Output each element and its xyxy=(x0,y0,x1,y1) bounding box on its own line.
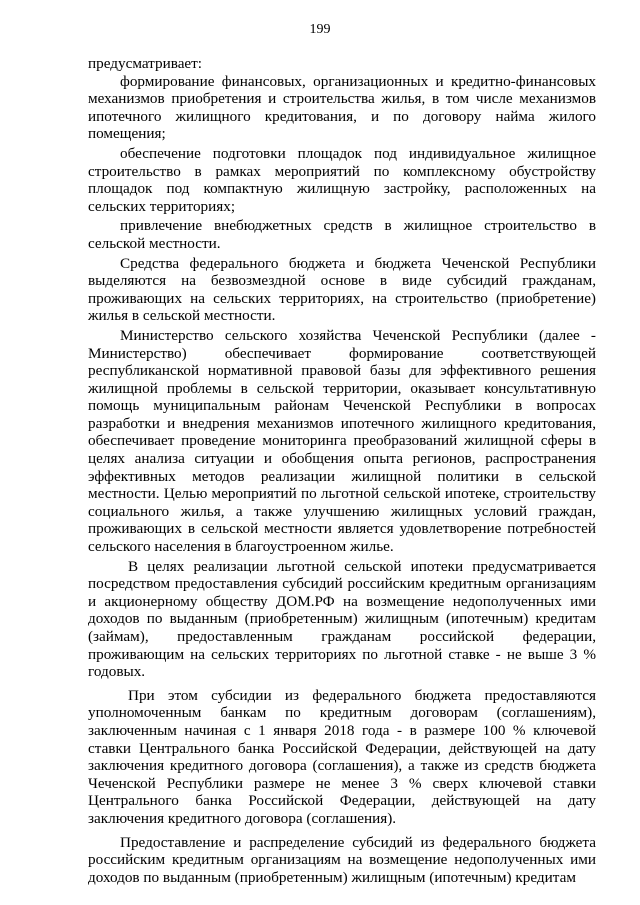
paragraph-intro: предусматривает: xyxy=(88,55,203,72)
paragraph-budget-funds: Средства федерального бюджета и бюджета Чеченской Республики выделяются на безвозмездной основе в виде субсидий гражданам, проживающих на сельских территориях, на строительство (приобретение) жилья в сельской местности. xyxy=(88,254,596,325)
paragraph-mortgage: В целях реализации льготной сельской ипотеки предусматривается посредством предоставления субсидий российским кредитным организациям и акционерному обществу ДОМ.РФ на возмещение недополученных ими доходов по выданным (приобретенным) жилищным (ипотечным) кредитам (займам), предоставленным гражданам российской федерации, проживающим на сельских территориях по льготной ставке - не выше 3 % годовых. xyxy=(88,557,596,681)
page-number: 199 xyxy=(309,22,331,37)
document-body xyxy=(88,55,596,886)
paragraph-list-item-sites: обеспечение подготовки площадок под индивидуальное жилищное строительство в рамках мероприятий по комплексному обустройству площадок под компактную жилищную застройку, расположенных на сельских территориях; xyxy=(88,144,596,215)
paragraph-subsidies-distribution: Предоставление и распределение субсидий из федерального бюджета российским кредитным организациям на возмещение недополученных ими доходов по выданным (приобретенным) жилищным (ипотечным) кредитам xyxy=(88,833,596,886)
paragraph-subsidies-terms: При этом субсидии из федерального бюджета предоставляются уполномоченным банкам по кредитным договорам (соглашениям), заключенным начиная с 1 января 2018 года - в размере 100 % ключевой ставки Центрального банка Российской Федерации, действующей на дату заключения кредитного договора (соглашения), а также из средств бюджета Чеченской Республики размере не менее 3 % сверх ключевой ставки Центрального банка Российской Федерации, действующей на дату заключения кредитного договора (соглашения). xyxy=(88,686,596,827)
paragraph-list-item-financing: формирование финансовых, организационных и кредитно-финансовых механизмов приобретения и строительства жилья, в том числе механизмов ипотечного жилищного кредитования, и по договору найма жилого помещения; xyxy=(88,72,596,143)
paragraph-list-item-offbudget: привлечение внебюджетных средств в жилищное строительство в сельской местности. xyxy=(88,217,596,252)
paragraph-ministry: Министерство сельского хозяйства Чеченской Республики (далее - Министерство) обеспечивает формирование соответствующей республиканской нормативной правовой базы для эффективного решения жилищной проблемы в сельской территории, оказывает консультативную помощь муниципальным районам Чеченской Республики в вопросах разработки и внедрения механизмов ипотечного жилищного кредитования, обеспечивает проведение мониторинга преобразований жилищной сферы в целях анализа ситуации и обобщения опыта регионов, распространения эффективных методов реализации жилищной политики в сельской местности. Целью мероприятий по льготной сельской ипотеке, строительству социального жилья, а также улучшению жилищных условий граждан, проживающих в сельской местности является удовлетворение потребностей сельского населения в благоустроенном жилье. xyxy=(88,326,596,556)
